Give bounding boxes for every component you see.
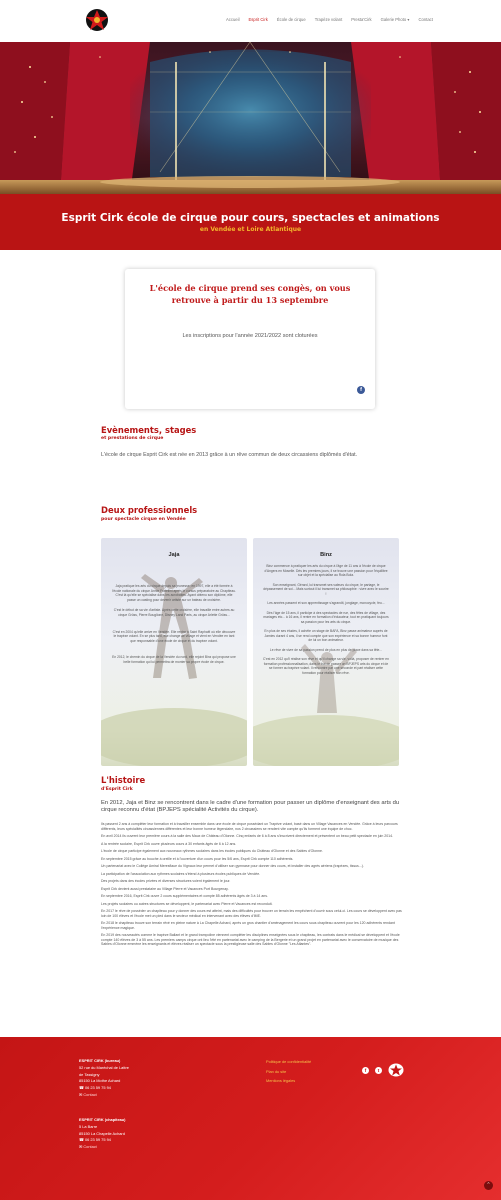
profile-card-jaja	[101, 538, 247, 766]
history-paragraph: A la rentrée scolaire, Esprit Cirk ouvre plusieurs cours à 30 enfants âgés de 6 à 12 ans.	[101, 841, 237, 846]
history-subheading: d'Esprit Cirk	[101, 787, 133, 792]
mail-icon: ✉	[79, 1144, 83, 1150]
events-text: L'école de cirque Esprit Cirk est née en 2013 grâce à un rêve commun de deux circassiens diplômés d'état.	[101, 452, 358, 458]
main-nav	[226, 17, 433, 22]
banner-title: Esprit Cirk école de cirque pour cours, spectacles et animations	[61, 212, 440, 224]
history-paragraph: En septembre 2016, Esprit Cirk ouvre 2 cours supplémentaires et compte 85 adhérents âgés de 3 à 14 ans.	[101, 894, 268, 898]
jaja-bio-paragraph: Jaja pratique les arts du cirque depuis sa jeunesse; en 1997, elle a été formée à l'école nationale du cirque Annie Fratellini après le cursus préparatoire au Chapiteau. C'est là qu'elle se spécialise dans les acrobaties. Ayant obtenu son diplôme, elle passe un casting pour devenir artiste sur un bateau de croisière.	[112, 584, 236, 602]
binz-bio	[263, 564, 389, 680]
privacy-policy-link[interactable]: Politique de confidentialité	[266, 1059, 312, 1064]
office-line: 52 rue du Maréchal de Lattre	[79, 1064, 129, 1070]
banner-subtitle: en Vendée et Loire Atlantique	[199, 226, 302, 233]
jaja-bio-paragraph: En 2012, le chemin du cirque de la Vendée du nord, elle rejoint Binz qui propose une belle formation qui lui permettra de monter sa propre école de cirque.	[112, 655, 236, 664]
nav-item-contact[interactable]: Contact	[418, 17, 433, 22]
nav-item-galerie-photo[interactable]: Galerie Photo ▾	[380, 17, 410, 22]
chevron-up-icon[interactable]: ⌃	[484, 1181, 493, 1190]
jaja-bio-paragraph: C'est le début de sa vie d'artiste. Après cette croisière, elle travaille entre autres au cirque Grüss, Pierre Bouglione, Disney Land Paris, au cirque Arlette Grüss...	[113, 608, 235, 617]
jaja-bio-paragraph: C'est en 2004 qu'elle arrive en Vendée. Elle rentre à Saint Raphaël où elle découvre le trapèze volant. En se plus tard, elle change de village et vient en Vendée en tant que responsable d'une école de cirque et du trapèze volant.	[112, 629, 236, 643]
history-paragraph: En 2019 des nouveautés comme le trapèze Ballant et le grand trampoline viennent compléter les disciplines enseignées sous le chapiteau, les contrats dans le médical se développent et l'école compte 140 élèves de 3 à 55 ans. Les premiers camps cirque ont lieu l'été en partenariat avec le camping de la Bergerie et un grand projet en partenariat avec le conservatoire de musique des Sables d'Olonne emmène les enseignants et élèves réaliser un spectacle sous la prestigieuse salle des Sables d'Olonne "Les Atlantes".	[101, 933, 400, 946]
office-line: 85150 La Mothe Achard	[79, 1078, 121, 1084]
notice-text: Les inscriptions pour l'année 2021/2022 sont cloturées	[182, 333, 318, 339]
facebook-icon[interactable]: f	[362, 1067, 369, 1074]
notice-title: L'école de cirque prend ses congès, on vous retrouve à partir du 13 septembre	[149, 283, 351, 305]
tent-phone-link[interactable]: 06 23 59 75 94	[84, 1137, 111, 1143]
tent-address	[79, 1117, 149, 1151]
events-subheading: et prestations de cirque	[101, 436, 164, 441]
history-paragraph: En 2017 le rêve de posséder un chapiteau pour y donner des cours est atteint, mais des difficultés pour trouver un terrain les empêchent d'ouvrir sous celui-ci. Les cours se développent avec pas loin de 100 élèves et l'école met un pied dans le secteur médical en intervenant avec des élèves d'IME.	[101, 909, 402, 918]
binz-bio-paragraph: Binz commence à pratiquer les arts du cirque à l'âge de 11 ans à l'école de cirque d'Angers en Moselle. Dès les premiers jours, il se trouve une passion pour l'équilibre sur objet et la spécialise au Rola Bola.	[264, 564, 388, 578]
history-paragraph: En 2018 le chapiteau trouve son terrain rêvé en pleine nature à La Chapelle Achard, après un gros chantier d'aménagement les cours sous chapiteau ouvrent pour les 120 adhérents rendant l'expérience magique.	[101, 921, 395, 930]
binz-name: Binz	[320, 552, 332, 558]
twitter-icon[interactable]: t	[375, 1067, 382, 1074]
history-paragraph: La participation de l'association aux rythmes scolaires s'étend à plusieurs écoles publiques de Vendée.	[101, 871, 261, 876]
tent-title: ESPRIT CIRK (chapiteau)	[79, 1117, 126, 1122]
history-paragraph: Un partenariat avec le Collège Amiral Meresflaue du Vignaux leur permet d'utiliser son gymnase pour donner des cours, et installer des agrès aériens (trapèzes, tissus...).	[101, 864, 364, 868]
binz-bio-paragraph: Le rêve de vivre de sa passion prend de plus en plus de place dans sa tête...	[269, 647, 383, 652]
binz-bio-paragraph: En plus de ses études, il achète un stage de BAFA, Binz passe animateur auprès de Jamies durant 4 ans, il se rend compte que son expérience et sa bonne humeur font de lui un bon animateur.	[264, 629, 388, 643]
pros-subheading: pour spectacle cirque en Vendée	[101, 517, 186, 522]
binz-bio-paragraph: C'est en 2012 qu'il réalise son rêve et qu'il change sa vie, voilà, proposer de rentrer en formation professionnalisation, dans le but de passer un BPJEPS arts du cirque et de se former au trapèze volant. Il rencontre par une seconde et part réaliser cette formation pour réaliser son rêve.	[263, 657, 389, 675]
tent-line: 85150 La Chapelle Achard	[79, 1130, 125, 1136]
history-paragraph: En avril 2014 ils ouvrent leur première cours à la salle des Maux de Château d'Olonne. Cinq enfants de 6 à 8 ans s'inscrivent directement et présentent un beau petit spectacle en juin 2014.	[101, 834, 394, 838]
site-footer	[0, 1037, 501, 1200]
tent-line: 5 La Barre	[79, 1123, 98, 1129]
nav-item-trapeze-volant[interactable]: Trapèze volant	[314, 17, 343, 22]
events-heading: Evènements, stages	[101, 425, 197, 435]
facebook-icon[interactable]: f	[357, 386, 365, 394]
history-paragraph: Les projets scolaires ou autres structures se développent, le partenariat avec Pierre et Vacances est reconduit.	[101, 901, 273, 906]
history-paragraph: Ils passent 2 ans à compléter leur formation et à travailler ensemble dans une école de cirque possédant un Trapèze volant, basé dans un Village Vacances en Vendée. Grâce à leurs parcours différents, leurs spécialités circassiennes différentes et leur bonne humeur légendaire, nos 2 circassiens se rendent vite compte qu'ils forment une équipe de choc.	[101, 822, 398, 831]
footer-logo	[388, 1063, 404, 1077]
legal-notice-link[interactable]: Mentions légales	[266, 1078, 296, 1083]
office-title: ESPRIT CIRK (bureau)	[79, 1058, 121, 1063]
history-heading: L'histoire	[101, 775, 146, 785]
binz-bio-paragraph: Les années passent et son apprentissage s'agrandit, jonglage, monocycle, feu...	[267, 601, 385, 606]
office-line: de Tassigny	[79, 1071, 100, 1077]
history-paragraph: En septembre 2015 grâce au bouche à oreille et à l'ouverture d'un cours pour les 5/6 ans, Esprit Cirk compte 110 adhérents.	[101, 856, 294, 861]
history-paragraph: Des projets dans des écoles privées et diverses structures voient également le jour.	[101, 879, 231, 883]
nav-item-esprit-cirk[interactable]: Esprit Cirk	[248, 17, 268, 22]
site-logo[interactable]	[84, 8, 110, 32]
nav-item-presta-cirk[interactable]: Presta'Cirk	[351, 17, 372, 22]
nav-item-ecole-de-cirque[interactable]: École de cirque	[276, 17, 306, 22]
office-phone-link[interactable]: 06 23 59 75 94	[84, 1085, 111, 1091]
nav-item-accueil[interactable]: Accueil	[226, 17, 240, 22]
tent-contact-link[interactable]: Contact	[83, 1144, 97, 1150]
history-paragraph: L'école de cirque participe également aux nouveaux rythmes scolaires dans les écoles publiques du Château d'Olonne et des Sables d'Olonne.	[101, 849, 323, 853]
history-lead: En 2012, Jaja et Binz se rencontrent dans le cadre d'une formation pour passer un diplôme d'enseignant des arts du cirque reconnu d'état (BPJEPS spécialité Activités du cirque).	[101, 800, 400, 814]
history-body	[101, 822, 406, 950]
hero-circus-tent-image	[0, 42, 501, 194]
sitemap-link[interactable]: Plan du site	[266, 1068, 287, 1074]
binz-bio-paragraph: Dès l'âge de 15 ans, il participe à des spectacles de rue, des fêtes de village, des mariages etc... à 16 ans, il rentre en formation d'éducateur, tout en pratiquant toujours sa passion pour les arts du cirque.	[263, 610, 389, 624]
phone-icon: ☎	[79, 1137, 84, 1143]
jaja-name: Jaja	[168, 552, 180, 558]
profile-card-binz	[253, 538, 399, 766]
binz-bio-paragraph: Son enseignant, Gérard, lui transmet ses valeurs du cirque, le partage, le dépassement de soi... Mais surtout il lui transmet sa philosophie : vivre avec le sourire !	[263, 582, 389, 596]
mail-icon: ✉	[79, 1091, 83, 1097]
office-contact-link[interactable]: Contact	[83, 1091, 97, 1097]
history-paragraph: Esprit Cirk devient aussi prestataire au Village Pierre et Vacances Port Bourgenay.	[101, 886, 229, 891]
jaja-bio	[111, 584, 237, 669]
footer-links	[266, 1057, 311, 1086]
phone-icon: ☎	[79, 1085, 84, 1091]
pros-heading: Deux professionnels	[101, 505, 198, 515]
office-address	[79, 1058, 149, 1099]
